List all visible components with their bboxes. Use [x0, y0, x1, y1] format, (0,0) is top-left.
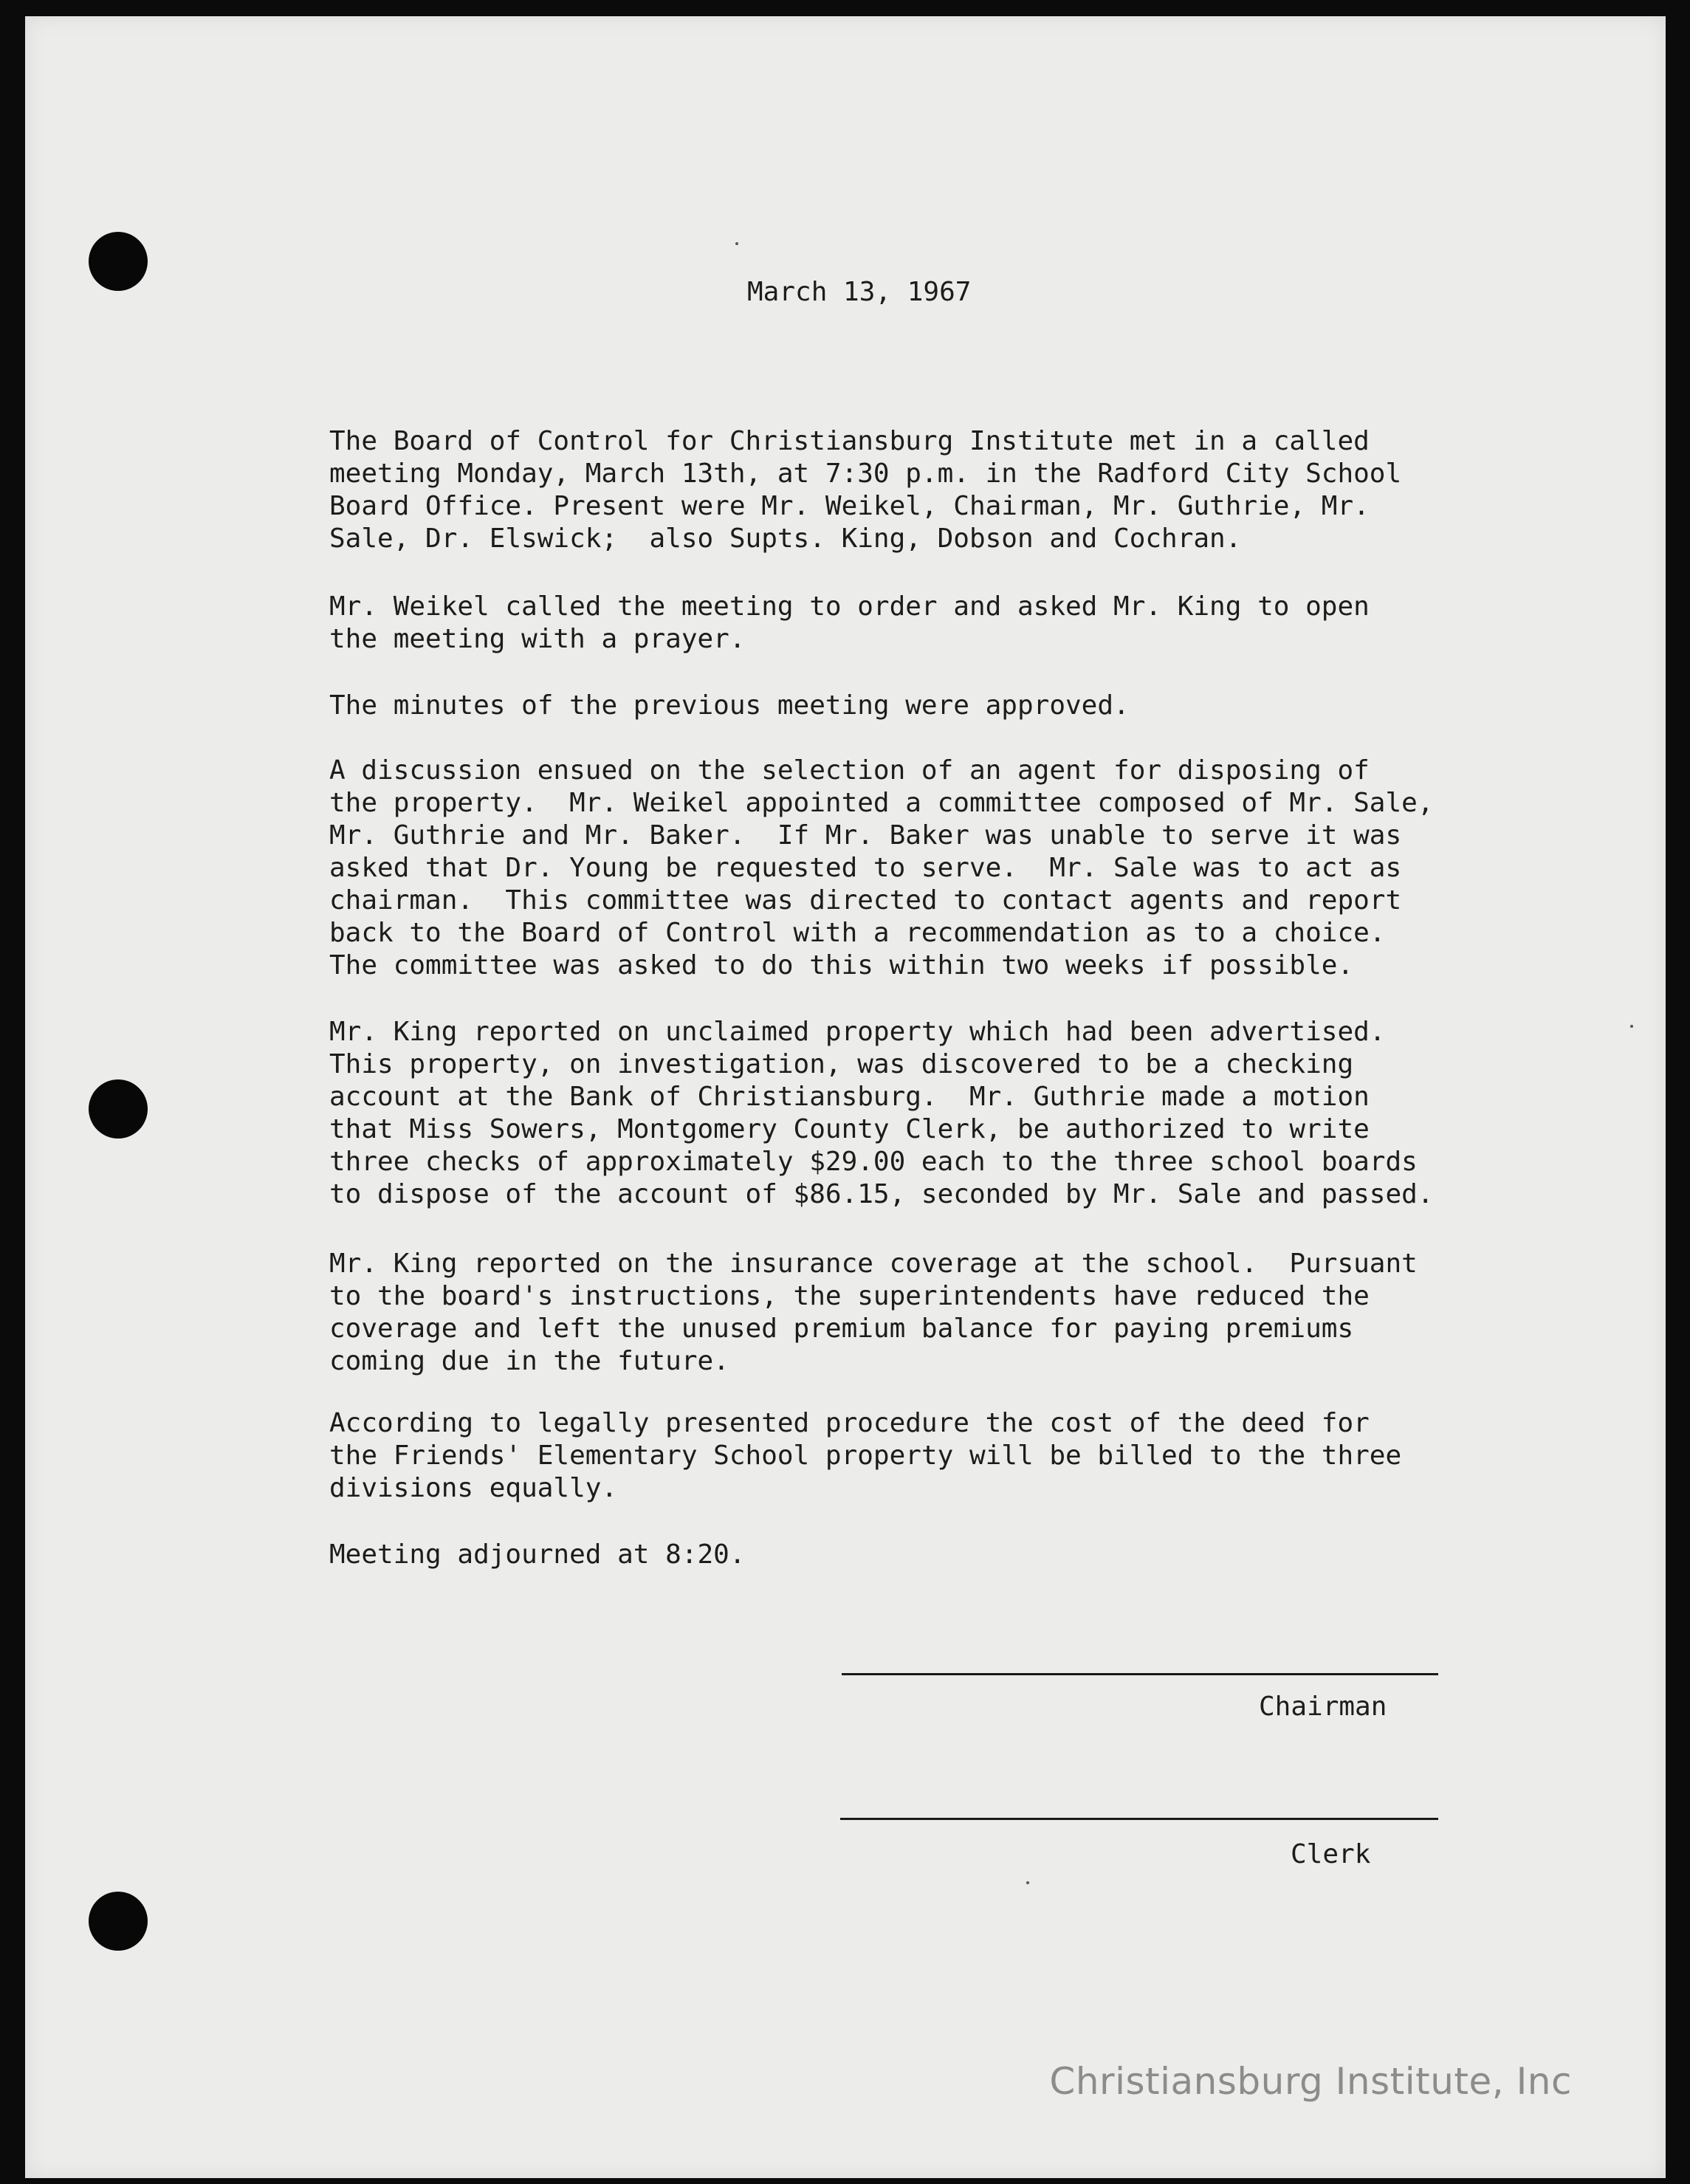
chairman-label: Chairman [1259, 1692, 1387, 1722]
paragraph-call-to-order: Mr. Weikel called the meeting to order and asked Mr. King to open the meeting with a prayer. [329, 591, 1370, 654]
paper-speck [1630, 1025, 1633, 1028]
document-date: March 13, 1967 [747, 277, 972, 307]
paragraph-unclaimed-property: Mr. King reported on unclaimed property which had been advertised. This property, on investigation, was discovered to be a checking account at the Bank of Christiansburg. Mr. Guthrie made a motion that Miss Sowers, Montgomery County Clerk, be authorized to write three checks of approximately $29.00 each to the three school boards to dispose of the account of $86.15, seconded by Mr. Sale and passed. [329, 1017, 1434, 1209]
clerk-signature-line [840, 1818, 1438, 1820]
paper-speck [1026, 1881, 1029, 1884]
punch-hole-top [89, 232, 148, 291]
paragraph-minutes: The minutes of the previous meeting were approved. [329, 690, 1130, 721]
paragraph-insurance: Mr. King reported on the insurance coverage at the school. Pursuant to the board's instructions, the superintendents have reduced the coverage and left the unused premium balance for paying premiums coming due in the future. [329, 1249, 1418, 1376]
clerk-label: Clerk [1291, 1839, 1371, 1869]
punch-hole-bottom [89, 1892, 148, 1951]
punch-hole-middle [89, 1079, 148, 1139]
chairman-signature-line [842, 1673, 1438, 1675]
paragraph-deed-cost: According to legally presented procedure the cost of the deed for the Friends' Elementary School property will be billed to the three divisions equally. [329, 1408, 1402, 1503]
paragraph-attendance: The Board of Control for Christiansburg Institute met in a called meeting Monday, March 13th, at 7:30 p.m. in the Radford City School Board Office. Present were Mr. Weikel, Chairman, Mr. Guthrie, Mr. Sale, Dr. Elswick; also Supts. King, Dobson and Cochran. [329, 426, 1402, 554]
paragraph-adjourned: Meeting adjourned at 8:20. [329, 1539, 746, 1570]
paper-speck [735, 242, 738, 245]
watermark-text: Christiansburg Institute, Inc [1049, 2060, 1572, 2103]
paragraph-agent-selection: A discussion ensued on the selection of an agent for disposing of the property. Mr. Weikel appointed a committee composed of Mr. Sale, Mr. Guthrie and Mr. Baker. If Mr. Baker was unable to serve it was asked that Dr. Young be requested to serve. Mr. Sale was to act as chairman. This committee was directed to contact agents and report back to the Board of Control with a recommendation as to a choice. The committee was asked to do this within two weeks if possible. [329, 755, 1434, 981]
